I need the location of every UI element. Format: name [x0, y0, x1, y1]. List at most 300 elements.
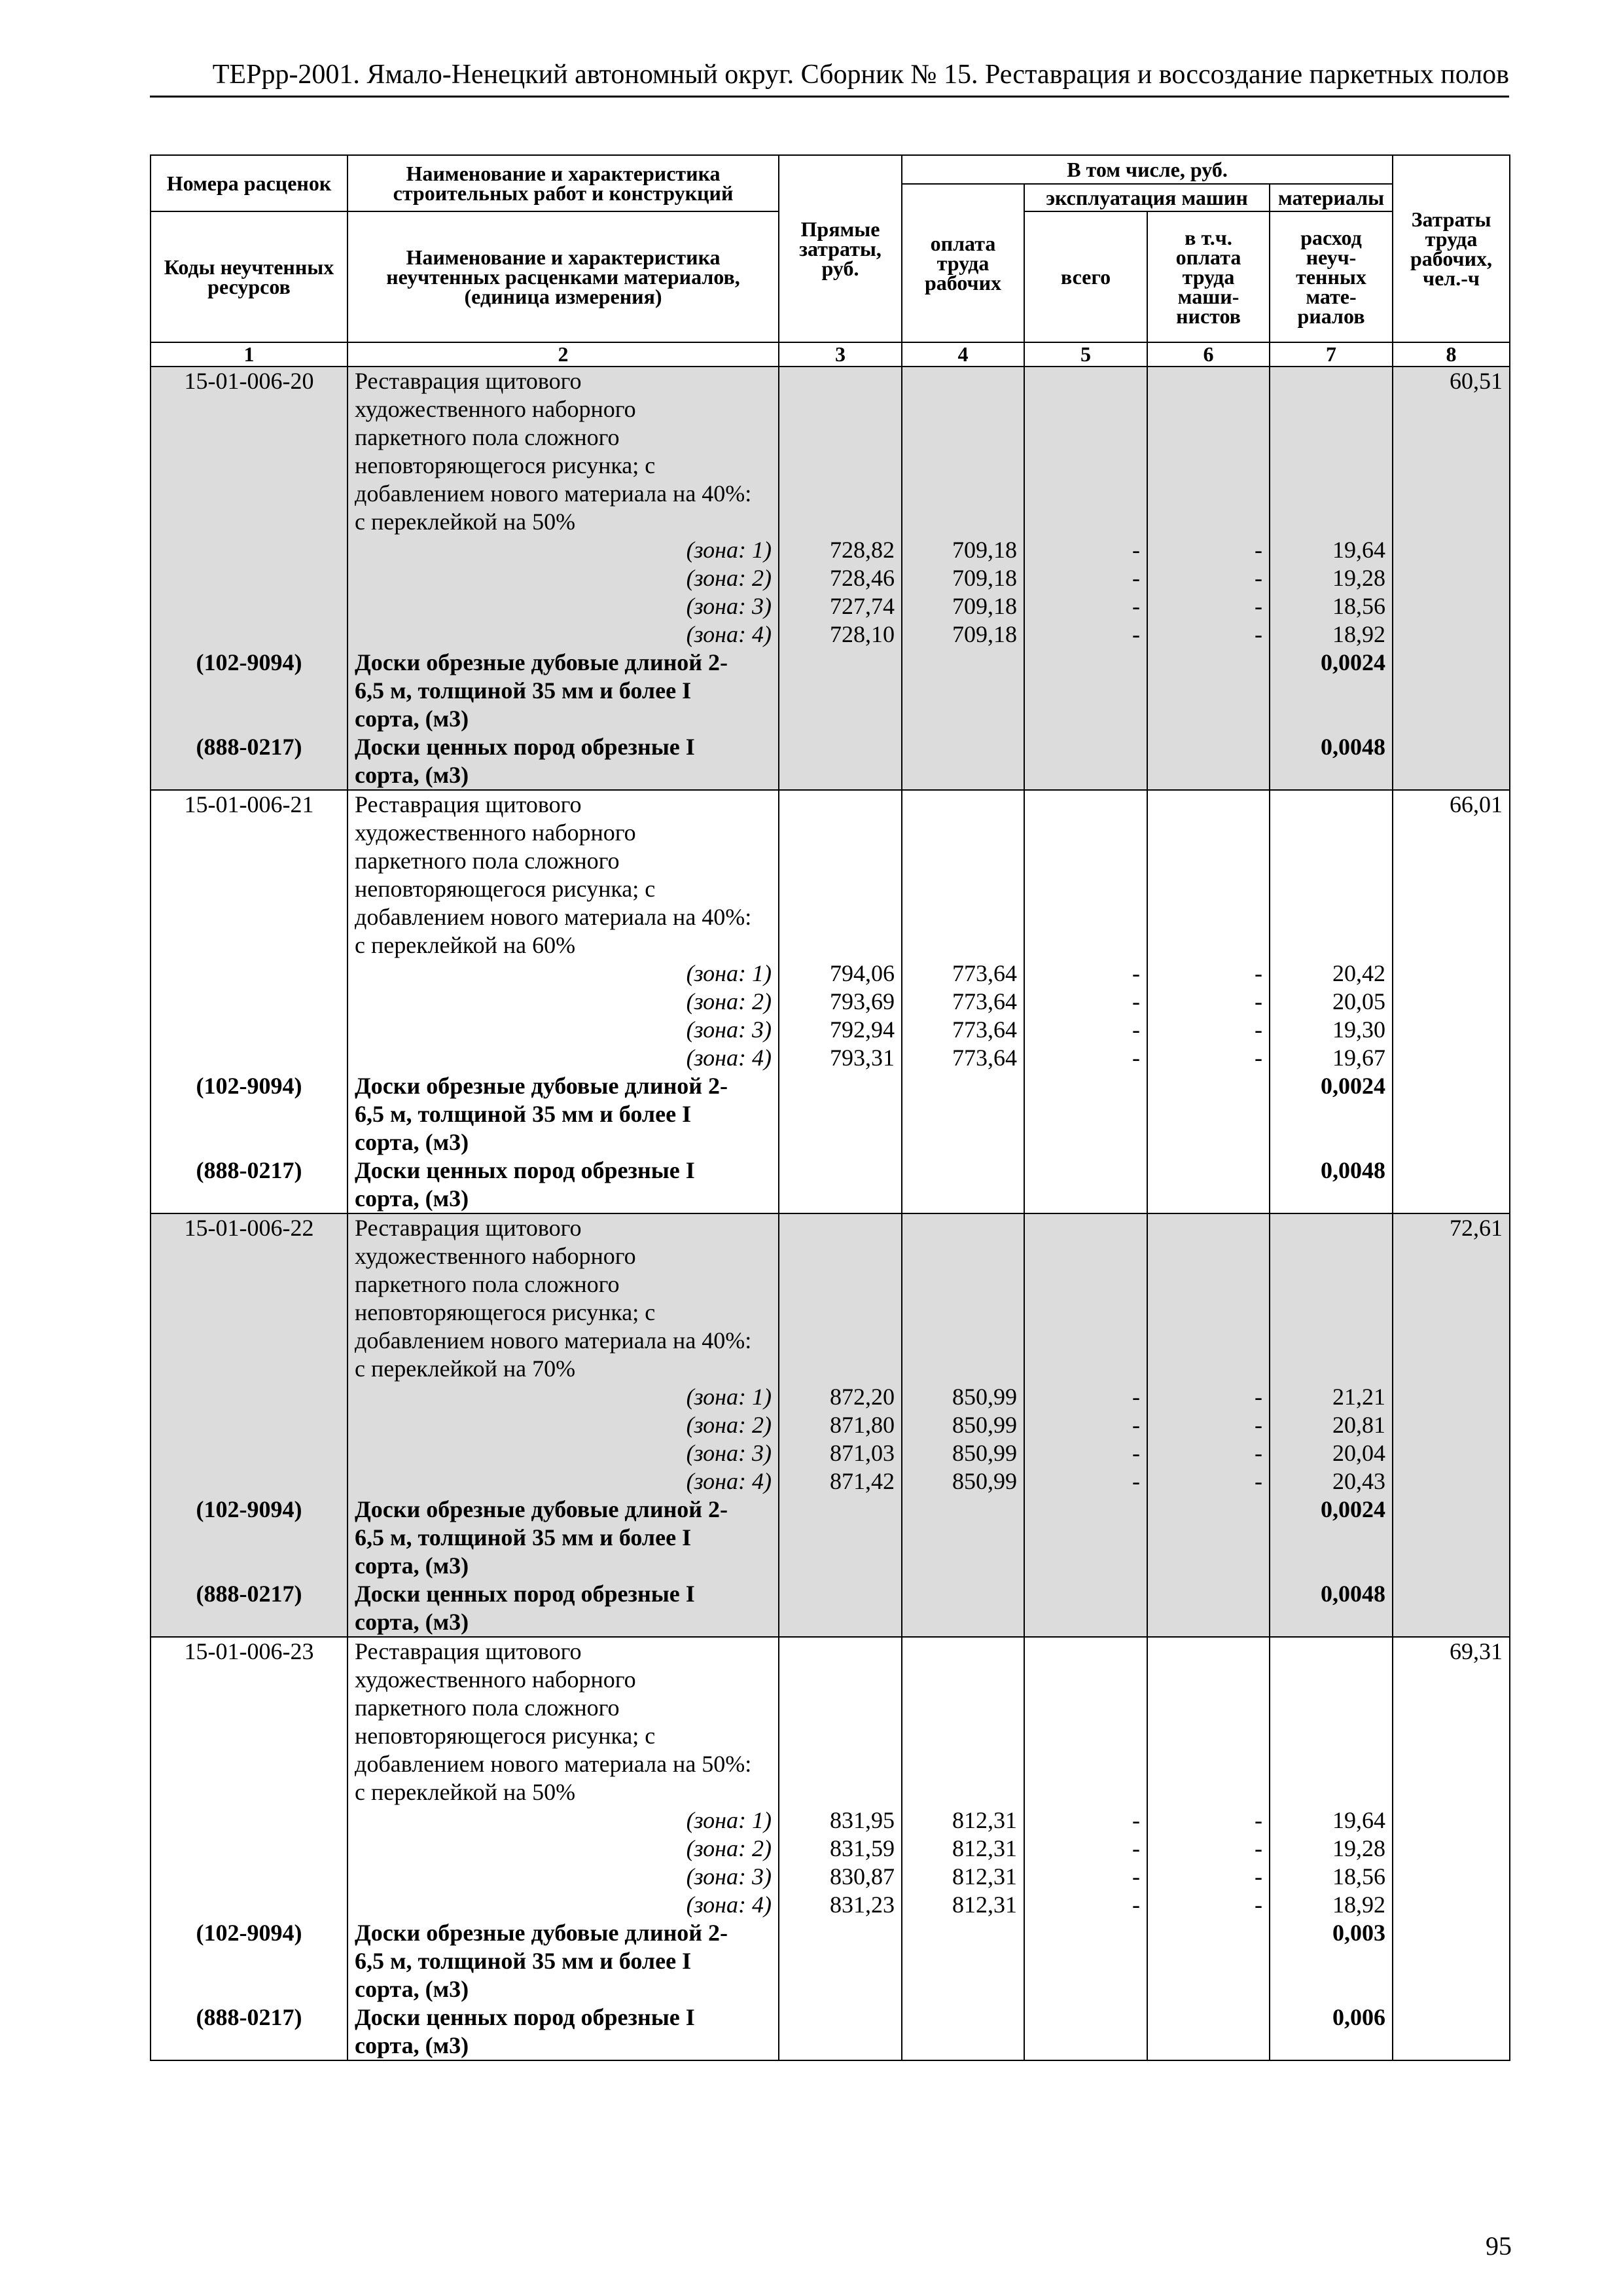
empty-cell: [779, 1128, 902, 1157]
empty-cell: [1270, 875, 1393, 903]
column-number: 1: [151, 342, 348, 367]
rate-name-row: [151, 1666, 1510, 1694]
resource-row: [151, 2003, 1510, 2032]
empty-cell: [1024, 1975, 1147, 2003]
empty-cell: [1270, 1270, 1393, 1299]
resource-name-line: 6,5 м, толщиной 35 мм и более I: [348, 1100, 779, 1128]
direct-cost: 871,80: [779, 1411, 902, 1439]
machinist-pay: -: [1147, 1891, 1270, 1919]
worker-pay: 773,64: [902, 988, 1024, 1016]
zone-row: [151, 1044, 1510, 1072]
rate-name-row: [151, 423, 1510, 452]
empty-cell: [1147, 1299, 1270, 1327]
rates-table: [150, 154, 1510, 2061]
machines-total: -: [1024, 536, 1147, 564]
empty-cell: [1270, 847, 1393, 875]
worker-pay: 850,99: [902, 1411, 1024, 1439]
empty-cell: [902, 1608, 1024, 1637]
resource-row: [151, 761, 1510, 790]
empty-cell: [1147, 2032, 1270, 2060]
resource-quantity: 0,0048: [1270, 1157, 1393, 1185]
zone-row: [151, 1891, 1510, 1919]
empty-cell: [1393, 480, 1510, 508]
empty-cell: [1270, 1608, 1393, 1637]
direct-cost: 831,23: [779, 1891, 902, 1919]
empty-cell: [151, 1835, 348, 1863]
empty-cell: [1393, 1750, 1510, 1778]
empty-cell: [1393, 1722, 1510, 1750]
resource-code: (888-0217): [151, 1580, 348, 1608]
empty-cell: [1147, 1100, 1270, 1128]
rate-name-row: [151, 452, 1510, 480]
empty-cell: [779, 1750, 902, 1778]
empty-cell: [902, 903, 1024, 931]
rate-name-row: [151, 1355, 1510, 1383]
zone-label: (зона: 2): [348, 988, 779, 1016]
column-number: 2: [348, 342, 779, 367]
empty-cell: [1147, 819, 1270, 847]
empty-cell: [1024, 790, 1147, 819]
empty-cell: [779, 761, 902, 790]
empty-cell: [1393, 705, 1510, 733]
empty-cell: [1393, 2032, 1510, 2060]
rate-name-row: [151, 903, 1510, 931]
empty-cell: [151, 960, 348, 988]
resource-row: [151, 1128, 1510, 1157]
empty-cell: [1393, 847, 1510, 875]
rate-name-line: Реставрация щитового: [348, 790, 779, 819]
resource-name-line: сорта, (м3): [348, 1975, 779, 2003]
empty-cell: [1024, 452, 1147, 480]
empty-cell: [1393, 1975, 1510, 2003]
resource-name-line: Доски ценных пород обрезные I: [348, 2003, 779, 2032]
header-material-name: Наименование и характеристика неучтенных расценками материалов, (единица измерения): [348, 211, 779, 342]
labor-cost: 69,31: [1393, 1637, 1510, 1666]
empty-cell: [902, 677, 1024, 705]
zone-row: [151, 960, 1510, 988]
resource-code: (888-0217): [151, 1157, 348, 1185]
empty-cell: [1024, 508, 1147, 536]
materials-cost: 19,67: [1270, 1044, 1393, 1072]
empty-cell: [1270, 1100, 1393, 1128]
empty-cell: [902, 1496, 1024, 1524]
empty-cell: [1024, 705, 1147, 733]
empty-cell: [902, 1975, 1024, 2003]
machinist-pay: -: [1147, 960, 1270, 988]
empty-cell: [779, 1666, 902, 1694]
empty-cell: [1024, 1722, 1147, 1750]
worker-pay: 850,99: [902, 1467, 1024, 1496]
rates-body: [151, 367, 1510, 2060]
resource-row: [151, 649, 1510, 677]
empty-cell: [1147, 1608, 1270, 1637]
empty-cell: [1147, 480, 1270, 508]
machines-total: -: [1024, 1891, 1147, 1919]
materials-cost: 20,43: [1270, 1467, 1393, 1496]
empty-cell: [1147, 1270, 1270, 1299]
zone-row: [151, 1806, 1510, 1835]
machinist-pay: -: [1147, 1863, 1270, 1891]
resource-row: [151, 1524, 1510, 1552]
empty-cell: [1393, 1947, 1510, 1975]
empty-cell: [1147, 705, 1270, 733]
empty-cell: [1024, 1355, 1147, 1383]
rate-name-line: паркетного пола сложного: [348, 423, 779, 452]
rate-name-line: неповторяющегося рисунка; с: [348, 875, 779, 903]
empty-cell: [902, 649, 1024, 677]
empty-cell: [1270, 2032, 1393, 2060]
empty-cell: [779, 2003, 902, 2032]
empty-cell: [1270, 1552, 1393, 1580]
machines-total: -: [1024, 1863, 1147, 1891]
empty-cell: [779, 1694, 902, 1722]
empty-cell: [1393, 620, 1510, 649]
zone-row: [151, 1411, 1510, 1439]
empty-cell: [1024, 423, 1147, 452]
machinist-pay: -: [1147, 564, 1270, 592]
resource-quantity: 0,0024: [1270, 1496, 1393, 1524]
empty-cell: [902, 1128, 1024, 1157]
empty-cell: [779, 1100, 902, 1128]
rate-name-line: добавлением нового материала на 40%:: [348, 480, 779, 508]
empty-cell: [1270, 1694, 1393, 1722]
empty-cell: [902, 1355, 1024, 1383]
empty-cell: [1393, 1496, 1510, 1524]
rate-name-line: неповторяющегося рисунка; с: [348, 1299, 779, 1327]
empty-cell: [151, 903, 348, 931]
empty-cell: [1393, 1778, 1510, 1806]
empty-cell: [1393, 1552, 1510, 1580]
empty-cell: [1393, 1270, 1510, 1299]
rate-name-line: с переклейкой на 60%: [348, 931, 779, 960]
empty-cell: [1270, 903, 1393, 931]
materials-cost: 21,21: [1270, 1383, 1393, 1411]
rate-name-line: художественного наборного: [348, 1242, 779, 1270]
empty-cell: [779, 931, 902, 960]
resource-row: [151, 1552, 1510, 1580]
empty-cell: [902, 1072, 1024, 1100]
worker-pay: 709,18: [902, 592, 1024, 620]
materials-cost: 19,64: [1270, 536, 1393, 564]
column-number: 4: [902, 342, 1024, 367]
resource-row: [151, 1496, 1510, 1524]
header-resource-codes: Коды неучтенных ресурсов: [151, 211, 348, 342]
resource-row: [151, 677, 1510, 705]
empty-cell: [902, 819, 1024, 847]
empty-cell: [1270, 452, 1393, 480]
labor-cost: 66,01: [1393, 790, 1510, 819]
empty-cell: [151, 761, 348, 790]
machines-total: -: [1024, 620, 1147, 649]
empty-cell: [902, 1157, 1024, 1185]
empty-cell: [1393, 761, 1510, 790]
empty-cell: [779, 2032, 902, 2060]
empty-cell: [902, 1270, 1024, 1299]
machinist-pay: -: [1147, 536, 1270, 564]
rate-title-row: [151, 790, 1510, 819]
worker-pay: 709,18: [902, 536, 1024, 564]
worker-pay: 773,64: [902, 1044, 1024, 1072]
empty-cell: [1393, 1185, 1510, 1213]
empty-cell: [779, 1327, 902, 1355]
zone-row: [151, 1439, 1510, 1467]
empty-cell: [1147, 1666, 1270, 1694]
empty-cell: [1393, 2003, 1510, 2032]
empty-cell: [779, 1637, 902, 1666]
materials-cost: 19,28: [1270, 564, 1393, 592]
empty-cell: [902, 1694, 1024, 1722]
empty-cell: [1024, 1157, 1147, 1185]
empty-cell: [1393, 1608, 1510, 1637]
rate-name-row: [151, 1299, 1510, 1327]
direct-cost: 794,06: [779, 960, 902, 988]
empty-cell: [1270, 1327, 1393, 1355]
empty-cell: [902, 875, 1024, 903]
rate-name-line: художественного наборного: [348, 819, 779, 847]
worker-pay: 812,31: [902, 1863, 1024, 1891]
direct-cost: 871,03: [779, 1439, 902, 1467]
empty-cell: [1024, 1608, 1147, 1637]
rate-code: 15-01-006-22: [151, 1213, 348, 1242]
empty-cell: [1147, 790, 1270, 819]
empty-cell: [151, 1411, 348, 1439]
empty-cell: [779, 733, 902, 761]
rate-code: 15-01-006-20: [151, 367, 348, 395]
zone-label: (зона: 4): [348, 1891, 779, 1919]
empty-cell: [1024, 1299, 1147, 1327]
empty-cell: [1270, 395, 1393, 423]
empty-cell: [151, 2032, 348, 2060]
empty-cell: [1393, 960, 1510, 988]
direct-cost: 831,95: [779, 1806, 902, 1835]
resource-name-line: Доски обрезные дубовые длиной 2-: [348, 1072, 779, 1100]
empty-cell: [1147, 1919, 1270, 1947]
materials-cost: 18,92: [1270, 1891, 1393, 1919]
empty-cell: [1147, 677, 1270, 705]
machines-total: -: [1024, 1835, 1147, 1863]
empty-cell: [151, 480, 348, 508]
empty-cell: [151, 1439, 348, 1467]
empty-cell: [1393, 1072, 1510, 1100]
empty-cell: [779, 819, 902, 847]
empty-cell: [1147, 1947, 1270, 1975]
empty-cell: [1393, 508, 1510, 536]
empty-cell: [1270, 677, 1393, 705]
empty-cell: [1024, 2032, 1147, 2060]
rate-title-row: [151, 1637, 1510, 1666]
worker-pay: 709,18: [902, 564, 1024, 592]
empty-cell: [1270, 1524, 1393, 1552]
empty-cell: [902, 1213, 1024, 1242]
empty-cell: [779, 847, 902, 875]
rate-name-row: [151, 847, 1510, 875]
empty-cell: [779, 1778, 902, 1806]
header-materials: материалы: [1270, 184, 1393, 211]
empty-cell: [151, 1891, 348, 1919]
empty-cell: [779, 1580, 902, 1608]
rate-name-row: [151, 508, 1510, 536]
machinist-pay: -: [1147, 1044, 1270, 1072]
empty-cell: [1393, 1467, 1510, 1496]
empty-cell: [1393, 1100, 1510, 1128]
rate-name-line: неповторяющегося рисунка; с: [348, 452, 779, 480]
rate-name-line: добавлением нового материала на 40%:: [348, 903, 779, 931]
empty-cell: [151, 508, 348, 536]
resource-code: (102-9094): [151, 649, 348, 677]
empty-cell: [1270, 1355, 1393, 1383]
empty-cell: [151, 564, 348, 592]
resource-name-line: 6,5 м, толщиной 35 мм и более I: [348, 1947, 779, 1975]
header-machines-total: всего: [1024, 211, 1147, 342]
empty-cell: [1024, 1637, 1147, 1666]
rate-name-row: [151, 1694, 1510, 1722]
materials-cost: 20,81: [1270, 1411, 1393, 1439]
zone-row: [151, 1863, 1510, 1891]
resource-code: (888-0217): [151, 733, 348, 761]
empty-cell: [1147, 508, 1270, 536]
empty-cell: [1147, 423, 1270, 452]
empty-cell: [1147, 452, 1270, 480]
empty-cell: [1024, 1778, 1147, 1806]
empty-cell: [151, 1016, 348, 1044]
empty-cell: [1270, 1128, 1393, 1157]
empty-cell: [902, 1637, 1024, 1666]
empty-cell: [1024, 819, 1147, 847]
empty-cell: [1270, 423, 1393, 452]
empty-cell: [1024, 1270, 1147, 1299]
empty-cell: [1393, 1806, 1510, 1835]
empty-cell: [779, 508, 902, 536]
empty-cell: [779, 423, 902, 452]
rate-name-row: [151, 1270, 1510, 1299]
resource-name-line: сорта, (м3): [348, 1128, 779, 1157]
resource-name-line: Доски обрезные дубовые длиной 2-: [348, 1919, 779, 1947]
header-direct-costs: Прямые затраты, руб.: [779, 155, 902, 342]
resource-name-line: сорта, (м3): [348, 1608, 779, 1637]
empty-cell: [151, 1778, 348, 1806]
empty-cell: [779, 875, 902, 903]
empty-cell: [1147, 1694, 1270, 1722]
empty-cell: [151, 1128, 348, 1157]
rate-name-line: добавлением нового материала на 50%:: [348, 1750, 779, 1778]
empty-cell: [902, 395, 1024, 423]
machines-total: -: [1024, 1383, 1147, 1411]
empty-cell: [902, 761, 1024, 790]
rate-name-row: [151, 875, 1510, 903]
empty-cell: [151, 1327, 348, 1355]
resource-row: [151, 1975, 1510, 2003]
empty-cell: [1024, 395, 1147, 423]
rate-name-row: [151, 819, 1510, 847]
empty-cell: [1024, 367, 1147, 395]
resource-name-line: сорта, (м3): [348, 1185, 779, 1213]
empty-cell: [902, 2003, 1024, 2032]
empty-cell: [902, 931, 1024, 960]
empty-cell: [1270, 790, 1393, 819]
empty-cell: [779, 649, 902, 677]
zone-row: [151, 1383, 1510, 1411]
empty-cell: [1393, 592, 1510, 620]
empty-cell: [1147, 1580, 1270, 1608]
machinist-pay: -: [1147, 1383, 1270, 1411]
empty-cell: [151, 677, 348, 705]
resource-row: [151, 1185, 1510, 1213]
empty-cell: [1147, 847, 1270, 875]
empty-cell: [1393, 988, 1510, 1016]
empty-cell: [779, 1213, 902, 1242]
resource-row: [151, 1100, 1510, 1128]
empty-cell: [902, 1552, 1024, 1580]
resource-name-line: сорта, (м3): [348, 761, 779, 790]
empty-cell: [902, 705, 1024, 733]
empty-cell: [779, 790, 902, 819]
empty-cell: [151, 620, 348, 649]
empty-cell: [151, 1975, 348, 2003]
empty-cell: [151, 931, 348, 960]
machinist-pay: -: [1147, 1411, 1270, 1439]
empty-cell: [151, 1608, 348, 1637]
empty-cell: [1393, 733, 1510, 761]
empty-cell: [779, 1524, 902, 1552]
empty-cell: [1024, 1327, 1147, 1355]
zone-label: (зона: 3): [348, 1439, 779, 1467]
empty-cell: [1024, 931, 1147, 960]
rate-name-line: Реставрация щитового: [348, 1637, 779, 1666]
empty-cell: [1147, 1496, 1270, 1524]
empty-cell: [1024, 1947, 1147, 1975]
resource-quantity: 0,0024: [1270, 649, 1393, 677]
materials-cost: 20,05: [1270, 988, 1393, 1016]
zone-label: (зона: 4): [348, 1467, 779, 1496]
zone-row: [151, 564, 1510, 592]
empty-cell: [779, 480, 902, 508]
machinist-pay: -: [1147, 592, 1270, 620]
empty-cell: [1270, 1185, 1393, 1213]
machinist-pay: -: [1147, 1016, 1270, 1044]
empty-cell: [151, 1750, 348, 1778]
zone-row: [151, 1835, 1510, 1863]
empty-cell: [1024, 875, 1147, 903]
empty-cell: [902, 847, 1024, 875]
empty-cell: [1147, 2003, 1270, 2032]
machines-total: -: [1024, 988, 1147, 1016]
machines-total: -: [1024, 1411, 1147, 1439]
empty-cell: [902, 1778, 1024, 1806]
empty-cell: [151, 592, 348, 620]
empty-cell: [1270, 1637, 1393, 1666]
rate-code: 15-01-006-21: [151, 790, 348, 819]
empty-cell: [1270, 705, 1393, 733]
empty-cell: [902, 1580, 1024, 1608]
empty-cell: [1024, 1524, 1147, 1552]
column-number: 8: [1393, 342, 1510, 367]
empty-cell: [1393, 875, 1510, 903]
empty-cell: [902, 733, 1024, 761]
empty-cell: [1024, 1694, 1147, 1722]
resource-code: (102-9094): [151, 1496, 348, 1524]
empty-cell: [1393, 1411, 1510, 1439]
resource-name-line: Доски ценных пород обрезные I: [348, 1580, 779, 1608]
worker-pay: 812,31: [902, 1835, 1024, 1863]
empty-cell: [1393, 1524, 1510, 1552]
empty-cell: [151, 1355, 348, 1383]
empty-cell: [1393, 1863, 1510, 1891]
rate-name-line: Реставрация щитового: [348, 1213, 779, 1242]
empty-cell: [1147, 761, 1270, 790]
empty-cell: [902, 1524, 1024, 1552]
empty-cell: [1393, 1355, 1510, 1383]
direct-cost: 728,10: [779, 620, 902, 649]
